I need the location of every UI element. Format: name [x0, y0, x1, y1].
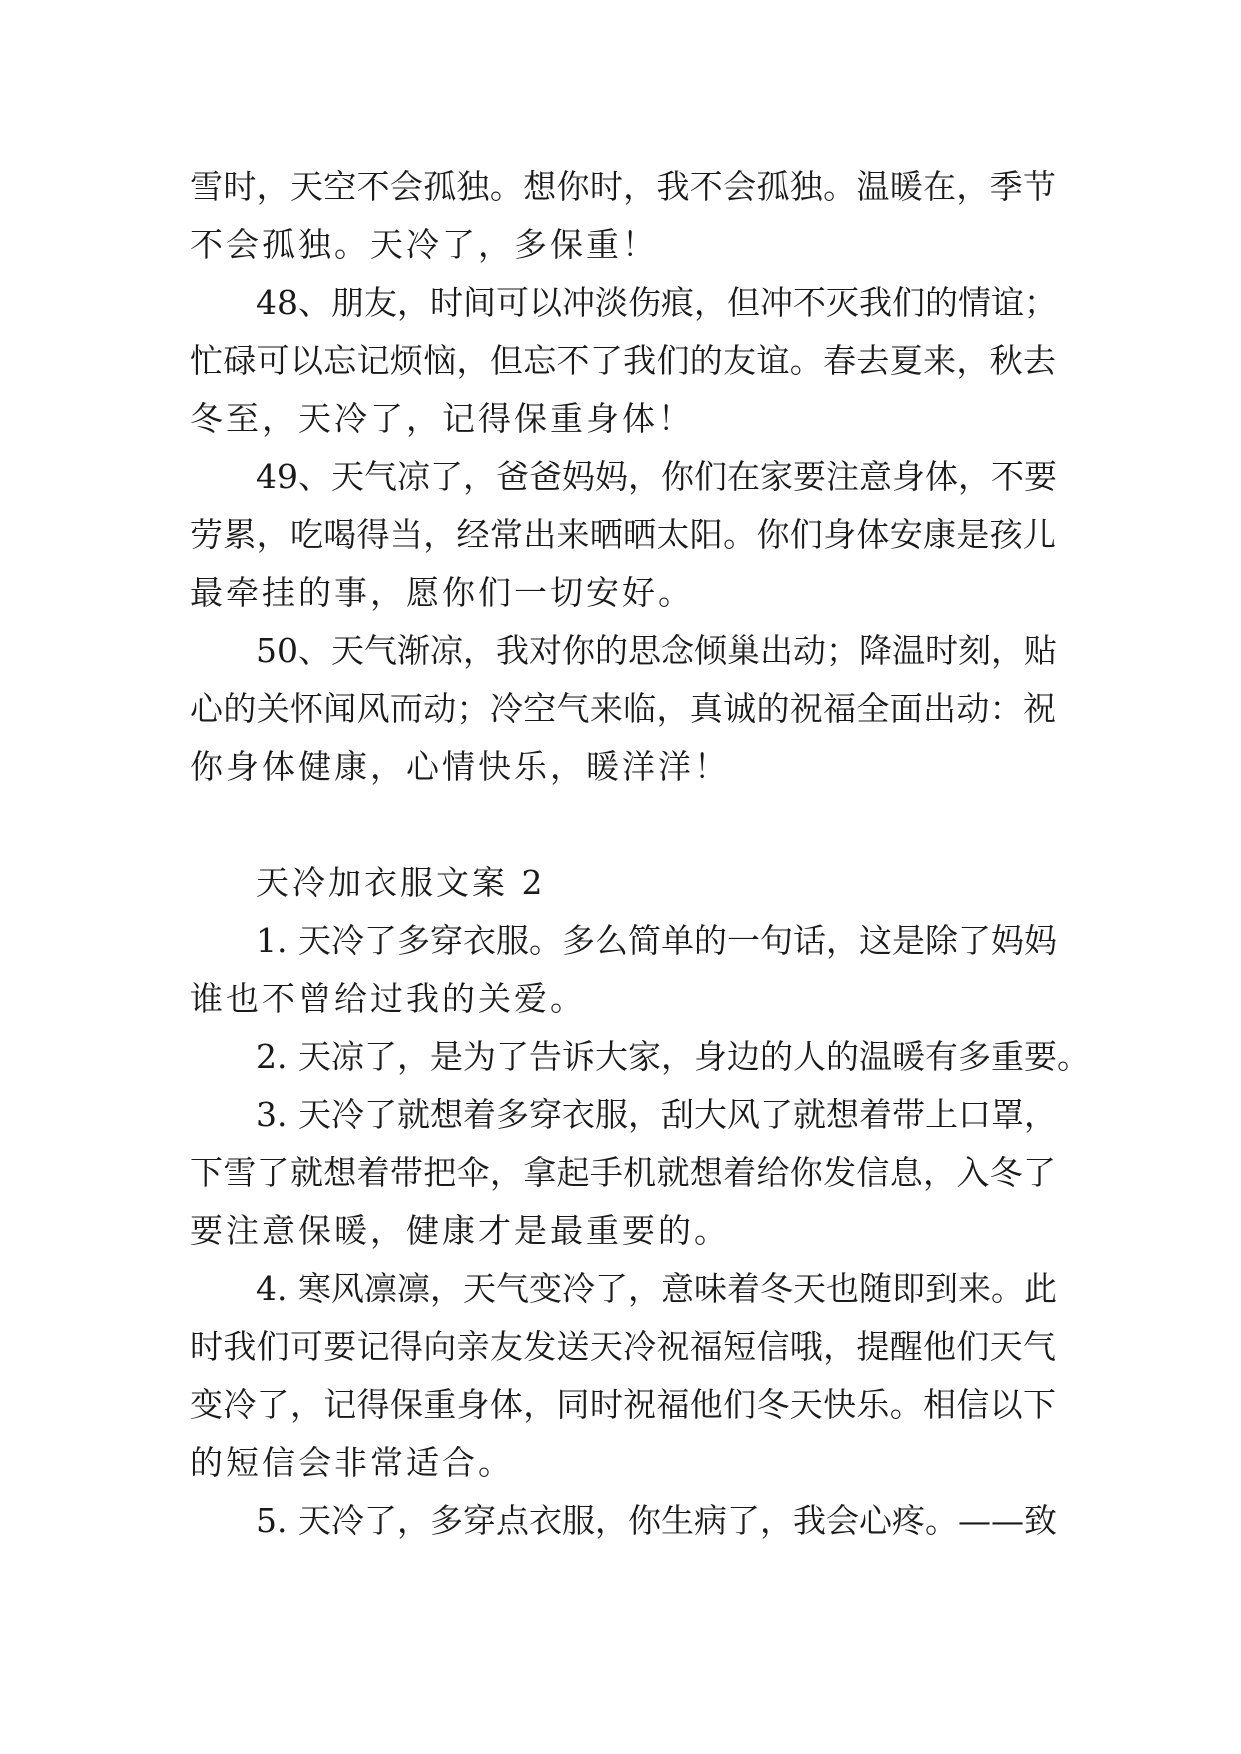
text-line: 2. 天凉了，是为了告诉大家，身边的人的温暖有多重要。 — [256, 1037, 1090, 1076]
text-line: 5. 天冷了，多穿点衣服，你生病了，我会心疼。——致 — [256, 1501, 1057, 1540]
text-line: 4. 寒风凛凛，天气变冷了，意味着冬天也随即到来。此 — [256, 1269, 1057, 1308]
text-line: 49、天气凉了，爸爸妈妈，你们在家要注意身体，不要 — [256, 457, 1057, 496]
section-item-5 — [190, 1492, 1056, 1550]
section-item-1 — [190, 912, 1056, 1028]
text-line: 50、天气渐凉，我对你的思念倾巢出动；降温时刻，贴 — [256, 631, 1057, 670]
text-line: 1. 天冷了多穿衣服。多么简单的一句话，这是除了妈妈 — [256, 921, 1057, 960]
document-page — [190, 158, 1090, 1550]
paragraph-gap — [190, 796, 1056, 854]
paragraph-48 — [190, 274, 1056, 448]
text-line: 劳累，吃喝得当，经常出来晒晒太阳。你们身体安康是孩儿 — [190, 515, 1056, 554]
section-item-2 — [190, 1028, 1090, 1086]
text-line: 的短信会非常适合。 — [190, 1443, 514, 1482]
text-line: 变冷了，记得保重身体，同时祝福他们冬天快乐。相信以下 — [190, 1385, 1056, 1424]
text-line: 心的关怀闻风而动；冷空气来临，真诚的祝福全面出动：祝 — [190, 689, 1056, 728]
text-line: 时我们可要记得向亲友发送天冷祝福短信哦，提醒他们天气 — [190, 1327, 1056, 1366]
text-line: 48、朋友，时间可以冲淡伤痕，但冲不灭我们的情谊； — [256, 283, 1057, 322]
paragraph-50 — [190, 622, 1056, 796]
text-line: 忙碌可以忘记烦恼，但忘不了我们的友谊。春去夏来，秋去 — [190, 341, 1056, 380]
text-line: 雪时，天空不会孤独。想你时，我不会孤独。温暖在，季节 — [190, 167, 1056, 206]
paragraph-47-end — [190, 158, 1056, 274]
text-line: 下雪了就想着带把伞，拿起手机就想着给你发信息，入冬了 — [190, 1153, 1056, 1192]
text-line: 3. 天冷了就想着多穿衣服，刮大风了就想着带上口罩， — [256, 1095, 1057, 1134]
section-title: 天冷加衣服文案 2 — [256, 863, 546, 902]
section-item-4 — [190, 1260, 1056, 1492]
paragraph-49 — [190, 448, 1056, 622]
text-line: 最牵挂的事，愿你们一切安好。 — [190, 573, 694, 612]
text-line: 不会孤独。天冷了，多保重！ — [190, 225, 658, 264]
text-line: 要注意保暖，健康才是最重要的。 — [190, 1211, 730, 1250]
text-line: 你身体健康，心情快乐，暖洋洋！ — [190, 747, 730, 786]
section-item-3 — [190, 1086, 1056, 1260]
text-line: 冬至，天冷了，记得保重身体！ — [190, 399, 694, 438]
text-line: 谁也不曾给过我的关爱。 — [190, 979, 586, 1018]
